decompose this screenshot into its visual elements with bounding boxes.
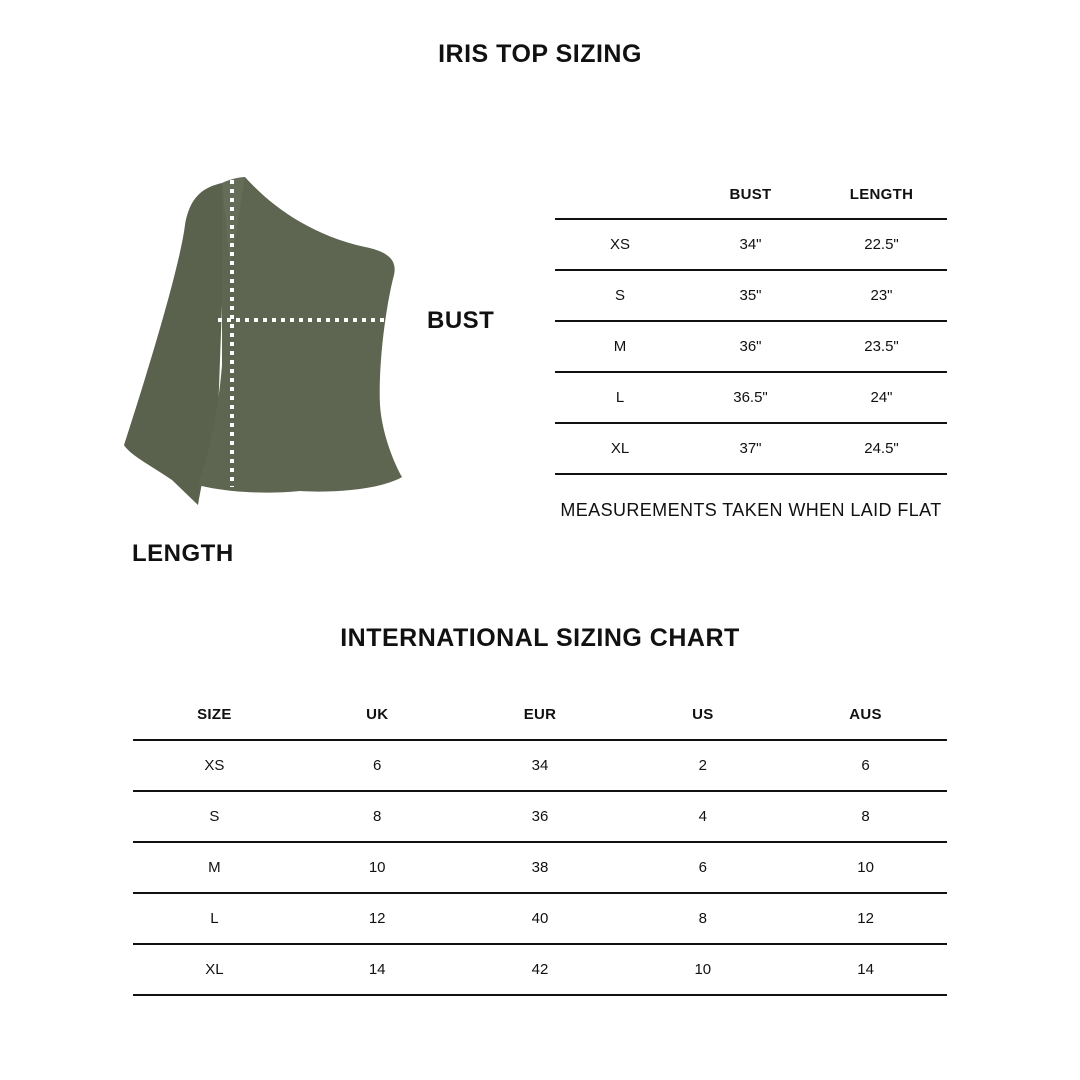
- header-uk: UK: [366, 706, 389, 723]
- eur-cell: 40: [531, 910, 549, 927]
- measurement-note: MEASUREMENTS TAKEN WHEN LAID FLAT: [560, 500, 942, 520]
- eur-cell: 42: [531, 961, 549, 978]
- measurement-table: [555, 170, 947, 475]
- uk-cell: 8: [373, 808, 382, 825]
- size-cell: S: [614, 287, 625, 304]
- bust-cell: 35": [739, 287, 762, 304]
- aus-cell: 6: [861, 757, 870, 774]
- header-us: US: [692, 706, 714, 723]
- table-row: [555, 423, 947, 474]
- size-cell: M: [208, 859, 221, 876]
- international-sizing-table: [133, 690, 947, 996]
- size-cell: M: [613, 338, 627, 355]
- size-cell: L: [615, 389, 625, 406]
- table-row: [133, 944, 947, 995]
- table-row: [133, 740, 947, 791]
- bust-cell: 34": [739, 236, 762, 253]
- size-cell: XS: [204, 757, 225, 774]
- us-cell: 8: [698, 910, 707, 927]
- table-row: [133, 893, 947, 944]
- section-title: INTERNATIONAL SIZING CHART: [340, 624, 740, 652]
- table-row: [555, 270, 947, 321]
- table-header-row: [133, 690, 947, 740]
- uk-cell: 14: [368, 961, 386, 978]
- aus-cell: 14: [857, 961, 874, 978]
- table-row: [133, 791, 947, 842]
- uk-cell: 6: [373, 757, 382, 774]
- length-cell: 23": [870, 287, 893, 304]
- bust-cell: 37": [739, 440, 762, 457]
- length-cell: 24.5": [864, 440, 899, 457]
- bust-cell: 36": [739, 338, 762, 355]
- length-cell: 23.5": [864, 338, 899, 355]
- bust-label: BUST: [427, 307, 495, 334]
- header-aus: AUS: [849, 706, 882, 723]
- size-cell: S: [209, 808, 220, 825]
- header-size: SIZE: [197, 706, 232, 723]
- table-header-row: [555, 170, 947, 219]
- garment-illustration: [110, 165, 420, 525]
- us-cell: 10: [694, 961, 712, 978]
- eur-cell: 38: [531, 859, 549, 876]
- size-cell: L: [210, 910, 219, 927]
- page-title: IRIS TOP SIZING: [438, 40, 642, 68]
- size-cell: XS: [609, 236, 630, 253]
- us-cell: 6: [698, 859, 707, 876]
- table-row: [555, 321, 947, 372]
- us-cell: 4: [698, 808, 707, 825]
- length-cell: 22.5": [864, 236, 899, 253]
- aus-cell: 12: [857, 910, 874, 927]
- eur-cell: 34: [531, 757, 549, 774]
- table-row: [555, 372, 947, 423]
- uk-cell: 12: [368, 910, 386, 927]
- aus-cell: 8: [861, 808, 870, 825]
- table-row: [555, 219, 947, 270]
- header-bust: BUST: [729, 185, 772, 203]
- header-size: [555, 170, 685, 219]
- table-row: [133, 842, 947, 893]
- header-eur: EUR: [523, 706, 557, 723]
- header-length: LENGTH: [849, 185, 914, 203]
- size-cell: XL: [610, 440, 630, 457]
- eur-cell: 36: [531, 808, 549, 825]
- us-cell: 2: [698, 757, 707, 774]
- uk-cell: 10: [368, 859, 386, 876]
- length-cell: 24": [870, 389, 893, 406]
- bust-cell: 36.5": [733, 389, 768, 406]
- aus-cell: 10: [857, 859, 874, 876]
- size-cell: XL: [205, 961, 224, 978]
- length-label: LENGTH: [132, 540, 234, 567]
